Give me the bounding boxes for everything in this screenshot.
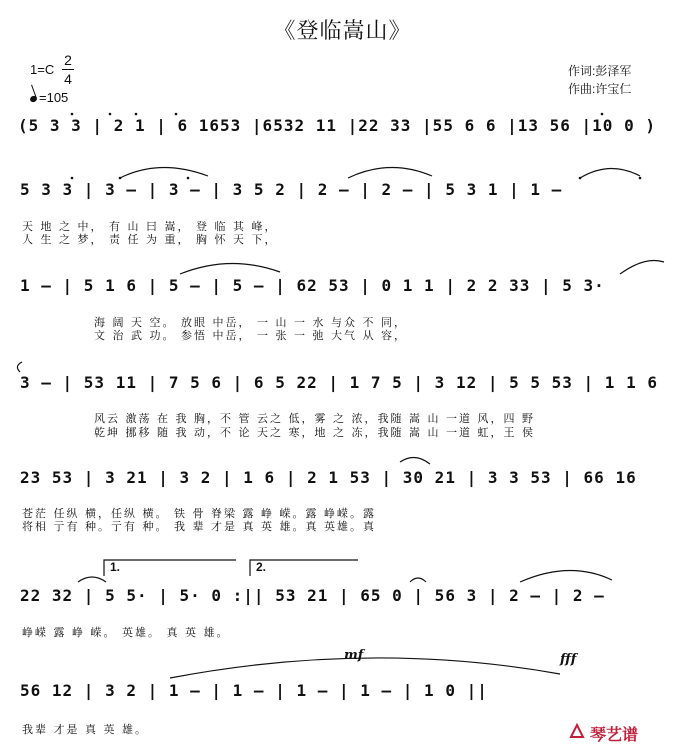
lyric-line-1a: 天 地 之 中， 有 山 曰 嵩， 登 临 其 峰， [22, 220, 278, 233]
time-signature-top: 2 [64, 52, 72, 68]
lyric-line-1b: 人 生 之 梦， 责 任 为 重， 胸 怀 天 下， [22, 233, 278, 246]
lyric-line-4b: 将相 亍有 种。亍有 种。 我 辈 才是 真 英 雄。真 英雄。真 [22, 520, 376, 533]
volta-bracket [104, 560, 236, 576]
lyric-line-2a: 海 阔 天 空。 放眼 中岳， 一 山 一 水 与众 不 同， [94, 316, 407, 329]
volta-bracket [250, 560, 358, 576]
score-row-intro: (5 3 3 | 2 1 | 6 1653 |6532 11 |22 33 |55 6 6 |13 56 |10 0 ) [18, 116, 656, 135]
page-title: 《登临嵩山》 [273, 18, 412, 43]
score-row-6: 56 12 | 3 2 | 1 — | 1 — | 1 — | 1 — | 1 0 || [20, 681, 488, 700]
lyricist-credit: 作词:彭泽军 [568, 64, 632, 78]
score-row-1: 5 3 3 | 3 — | 3 — | 3 5 2 | 2 — | 2 — | 5 3 1 | 1 — [20, 180, 563, 199]
qinyipu-logo-icon [568, 722, 586, 740]
watermark: 琴艺谱 [590, 727, 639, 744]
tie-mark [620, 261, 664, 275]
lyric-line-6a: 我辈 才是 真 英 雄。 [22, 723, 148, 736]
composer-credit: 作曲:许宝仁 [568, 82, 632, 96]
volta-second-ending: 2. [256, 560, 267, 574]
lyric-line-2b: 文 治 武 功。 参悟 中岳， 一 张 一 弛 大气 从 容， [94, 329, 407, 342]
tie-mark [520, 570, 612, 582]
lyric-line-3a: 风云 激荡 在 我 胸，不 管 云之 低，雾 之 浓，我随 嵩 山 一道 风，四 野 [94, 412, 535, 425]
key-signature: 1=C [30, 62, 55, 77]
score-row-5: 22 32 | 5 5· | 5· 0 :|| 53 21 | 65 0 | 56 3 | 2 — | 2 — [20, 586, 605, 605]
tie-mark [170, 658, 560, 678]
time-signature-bottom: 4 [64, 71, 72, 87]
tie-mark [580, 168, 640, 178]
score-row-4: 23 53 | 3 21 | 3 2 | 1 6 | 2 1 53 | 30 21 | 3 3 53 | 66 16 [20, 468, 637, 487]
tie-mark [120, 167, 208, 178]
tie-mark [400, 457, 430, 464]
tie-mark [17, 362, 22, 372]
lyric-line-5a: 峥嵘 露 峥 嵘。 英雄。 真 英 雄。 [22, 626, 230, 639]
tempo-value: =105 [39, 90, 69, 105]
dynamic-mf: mf [344, 648, 364, 663]
tie-mark [180, 263, 280, 274]
lyric-line-4a: 苍茫 任纵 横，任纵 横。 铁 骨 脊梁 露 峥 嵘。露 峥嵘。露 [22, 507, 376, 520]
score-row-2: 1 — | 5 1 6 | 5 — | 5 — | 62 53 | 0 1 1 | 2 2 33 | 5 3· [20, 276, 605, 295]
dynamic-fff: fff [560, 652, 577, 667]
tie-mark [348, 167, 432, 178]
score-row-3: 3 — | 53 11 | 7 5 6 | 6 5 22 | 1 7 5 | 3 12 | 5 5 53 | 1 1 6 [20, 373, 658, 392]
tie-mark [78, 577, 106, 582]
volta-first-ending: 1. [110, 560, 121, 574]
tie-mark [410, 578, 426, 582]
lyric-line-3b: 乾坤 挪移 随 我 动，不 论 天之 寒，地 之 冻，我随 嵩 山 一道 虹，王 侯 [94, 426, 535, 439]
